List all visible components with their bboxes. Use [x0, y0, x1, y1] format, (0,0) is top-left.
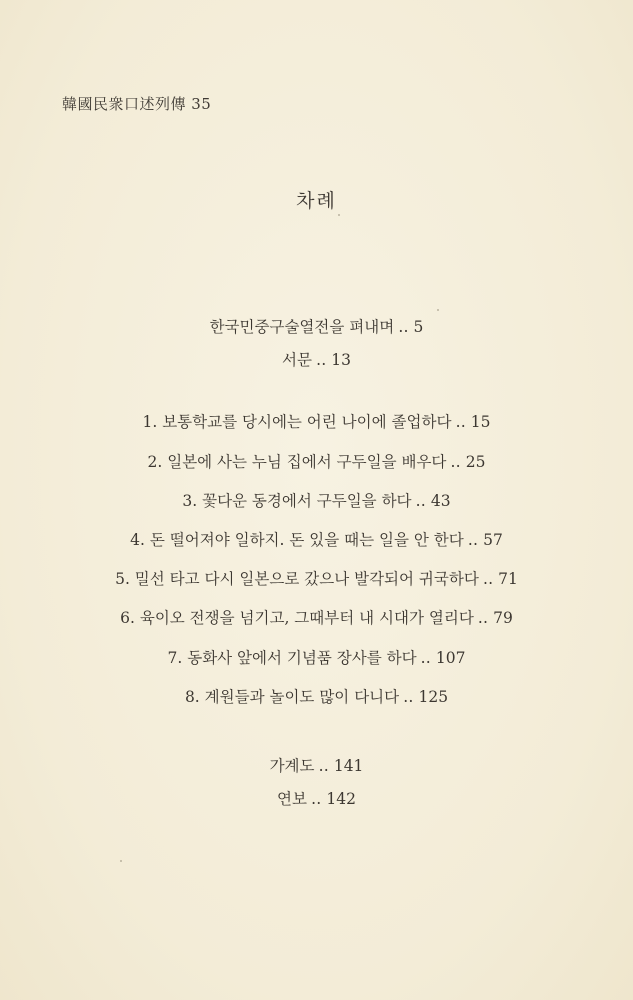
paper-speck — [338, 214, 340, 216]
leader-dots: ‥ — [318, 757, 330, 775]
leader-dots: ‥ — [311, 790, 323, 808]
toc-entry-chapter-6 — [0, 608, 633, 628]
toc-entry-title: 3. 꽃다운 동경에서 구두일을 하다 — [182, 492, 412, 510]
toc-entry-title: 6. 육이오 전쟁을 넘기고, 그때부터 내 시대가 열리다 — [120, 609, 474, 627]
toc-entry-page: 79 — [493, 609, 513, 627]
toc-entry-title: 1. 보통학교를 당시에는 어린 나이에 졸업하다 — [142, 413, 452, 431]
toc-entry-title: 연보 — [277, 790, 307, 808]
leader-dots: ‥ — [315, 351, 328, 369]
toc-entry-chapter-8 — [0, 687, 633, 707]
leader-dots: ‥ — [398, 318, 410, 336]
leader-dots: ‥ — [455, 413, 467, 431]
toc-entry-title: 5. 밀선 타고 다시 일본으로 갔으나 발각되어 귀국하다 — [115, 570, 479, 588]
leader-dots: ‥ — [420, 649, 432, 667]
toc-entry-chapter-4 — [0, 530, 633, 550]
toc-entry-title: 서문 — [281, 351, 312, 369]
toc-entry-foreword — [0, 317, 633, 337]
toc-entry-page: 141 — [333, 757, 364, 775]
toc-entry-page: 125 — [418, 688, 449, 706]
toc-entry-chapter-7 — [0, 648, 633, 668]
toc-entry-page: 13 — [331, 351, 352, 369]
toc-entry-family-tree — [0, 756, 633, 776]
toc-entry-page: 25 — [465, 453, 486, 471]
series-title: 韓國民衆口述列傳 35 — [62, 95, 212, 113]
paper-speck — [437, 309, 439, 311]
leader-dots: ‥ — [403, 688, 415, 706]
leader-dots: ‥ — [482, 570, 495, 588]
toc-entry-title: 한국민중구술열전을 펴내며 — [209, 318, 395, 336]
toc-entry-title: 8. 계원들과 놀이도 많이 다니다 — [184, 688, 400, 706]
leader-dots: ‥ — [450, 453, 462, 471]
toc-entry-page: 15 — [470, 413, 491, 431]
toc-entry-title: 4. 돈 떨어져야 일하지. 돈 있을 때는 일을 안 한다 — [130, 531, 464, 549]
toc-entry-page: 142 — [326, 790, 356, 808]
toc-entry-title: 가계도 — [269, 757, 315, 775]
toc-entry-title: 7. 동화사 앞에서 기념품 장사를 하다 — [167, 649, 417, 667]
toc-entry-chapter-5 — [0, 569, 633, 589]
toc-entry-chapter-1 — [0, 412, 633, 432]
toc-entry-page: 71 — [498, 570, 518, 588]
toc-entry-chronology — [0, 789, 633, 809]
toc-entry-page: 57 — [483, 531, 503, 549]
toc-entry-preface — [0, 350, 633, 370]
paper-speck — [120, 860, 122, 862]
toc-entry-title: 2. 일본에 사는 누님 집에서 구두일을 배우다 — [147, 453, 447, 471]
toc-heading: 차례 — [296, 190, 337, 212]
leader-dots: ‥ — [467, 531, 480, 549]
toc-entry-page: 107 — [435, 649, 466, 667]
leader-dots: ‥ — [415, 492, 427, 510]
toc-entry-page: 43 — [430, 492, 451, 510]
leader-dots: ‥ — [477, 609, 490, 627]
toc-entry-chapter-2 — [0, 452, 633, 472]
toc-entry-page: 5 — [413, 318, 424, 336]
toc-entry-chapter-3 — [0, 491, 633, 511]
